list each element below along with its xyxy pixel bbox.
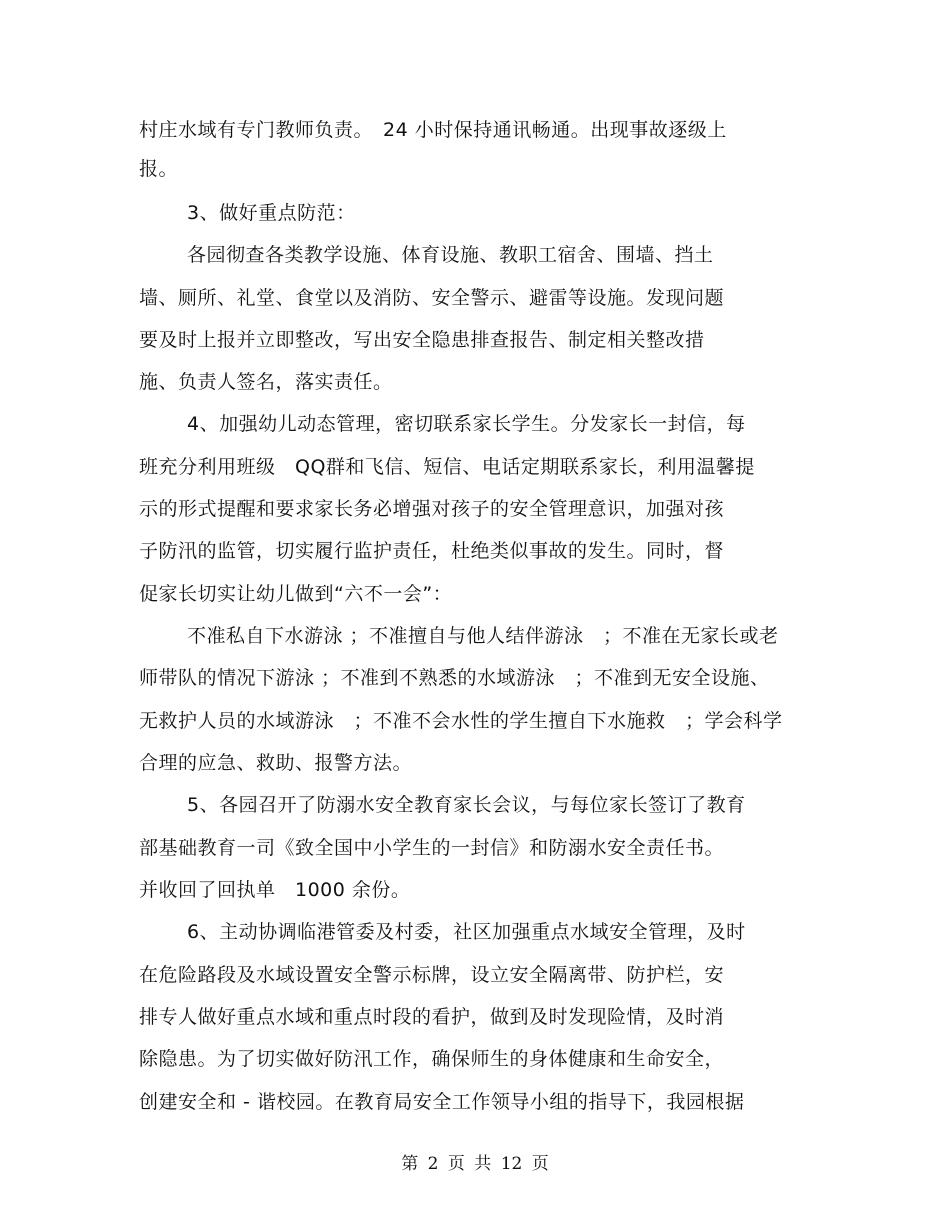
text-line-6: 要及时上报并立即整改，写出安全隐患排查报告、制定相关整改措 xyxy=(139,329,705,351)
text-line-9: 班充分利用班级 QQ群和飞信、短信、电话定期联系家长，利用温馨提 xyxy=(139,456,755,478)
text-line-13: 不准私自下水游泳 ；不准擅自与他人结伴游泳 ；不准在无家长或老 xyxy=(187,625,779,647)
text-line-5: 墙、厕所、礼堂、食堂以及消防、安全警示、避雷等设施。发现问题 xyxy=(139,287,725,309)
text-line-8: 4、加强幼儿动态管理，密切联系家长学生。分发家长一封信，每 xyxy=(187,413,746,435)
text-line-10: 示的形式提醒和要求家长务必增强对孩子的安全管理意识，加强对孩 xyxy=(139,498,725,520)
text-line-18: 部基础教育一司《致全国中小学生的一封信》和防溺水安全责任书。 xyxy=(139,837,725,859)
text-line-23: 除隐患。为了切实做好防汛工作，确保师生的身体健康和生命安全， xyxy=(139,1048,725,1070)
text-line-4: 各园彻查各类教学设施、体育设施、教职工宿舍、围墙、挡土 xyxy=(187,244,714,266)
text-line-17: 5、各园召开了防溺水安全教育家长会议，与每位家长签订了教育 xyxy=(187,794,746,816)
text-line-1: 村庄水域有专门教师负责。 24 小时保持通讯畅通。出现事故逐级上 xyxy=(139,119,727,141)
text-line-20: 6、主动协调临港管委及村委，社区加强重点水域安全管理，及时 xyxy=(187,921,746,943)
text-line-21: 在危险路段及水域设置安全警示标牌，设立安全隔离带、防护栏，安 xyxy=(139,964,725,986)
text-line-24: 创建安全和 - 谐校园。在教育局安全工作领导小组的指导下，我园根据 xyxy=(139,1091,745,1113)
text-line-16: 合理的应急、救助、报警方法。 xyxy=(139,752,413,774)
text-line-2: 报。 xyxy=(139,158,179,180)
text-line-7: 施、负责人签名，落实责任。 xyxy=(139,371,393,393)
text-line-3: 3、做好重点防范： xyxy=(187,202,356,224)
text-line-12: 促家长切实让幼儿做到“六不一会”： xyxy=(139,583,453,605)
text-line-11: 子防汛的监管，切实履行监护责任，杜绝类似事故的发生。同时，督 xyxy=(139,540,725,562)
page-footer: 第 2 页 共 12 页 xyxy=(401,1154,549,1174)
text-line-14: 师带队的情况下游泳 ；不准到不熟悉的水域游泳 ；不准到无安全设施、 xyxy=(139,667,770,689)
text-line-19: 并收回了回执单 1000 余份。 xyxy=(139,879,411,901)
text-line-15: 无救护人员的水域游泳 ；不准不会水性的学生擅自下水施救 ；学会科学 xyxy=(139,710,783,732)
text-line-22: 排专人做好重点水域和重点时段的看护，做到及时发现险情，及时消 xyxy=(139,1006,725,1028)
